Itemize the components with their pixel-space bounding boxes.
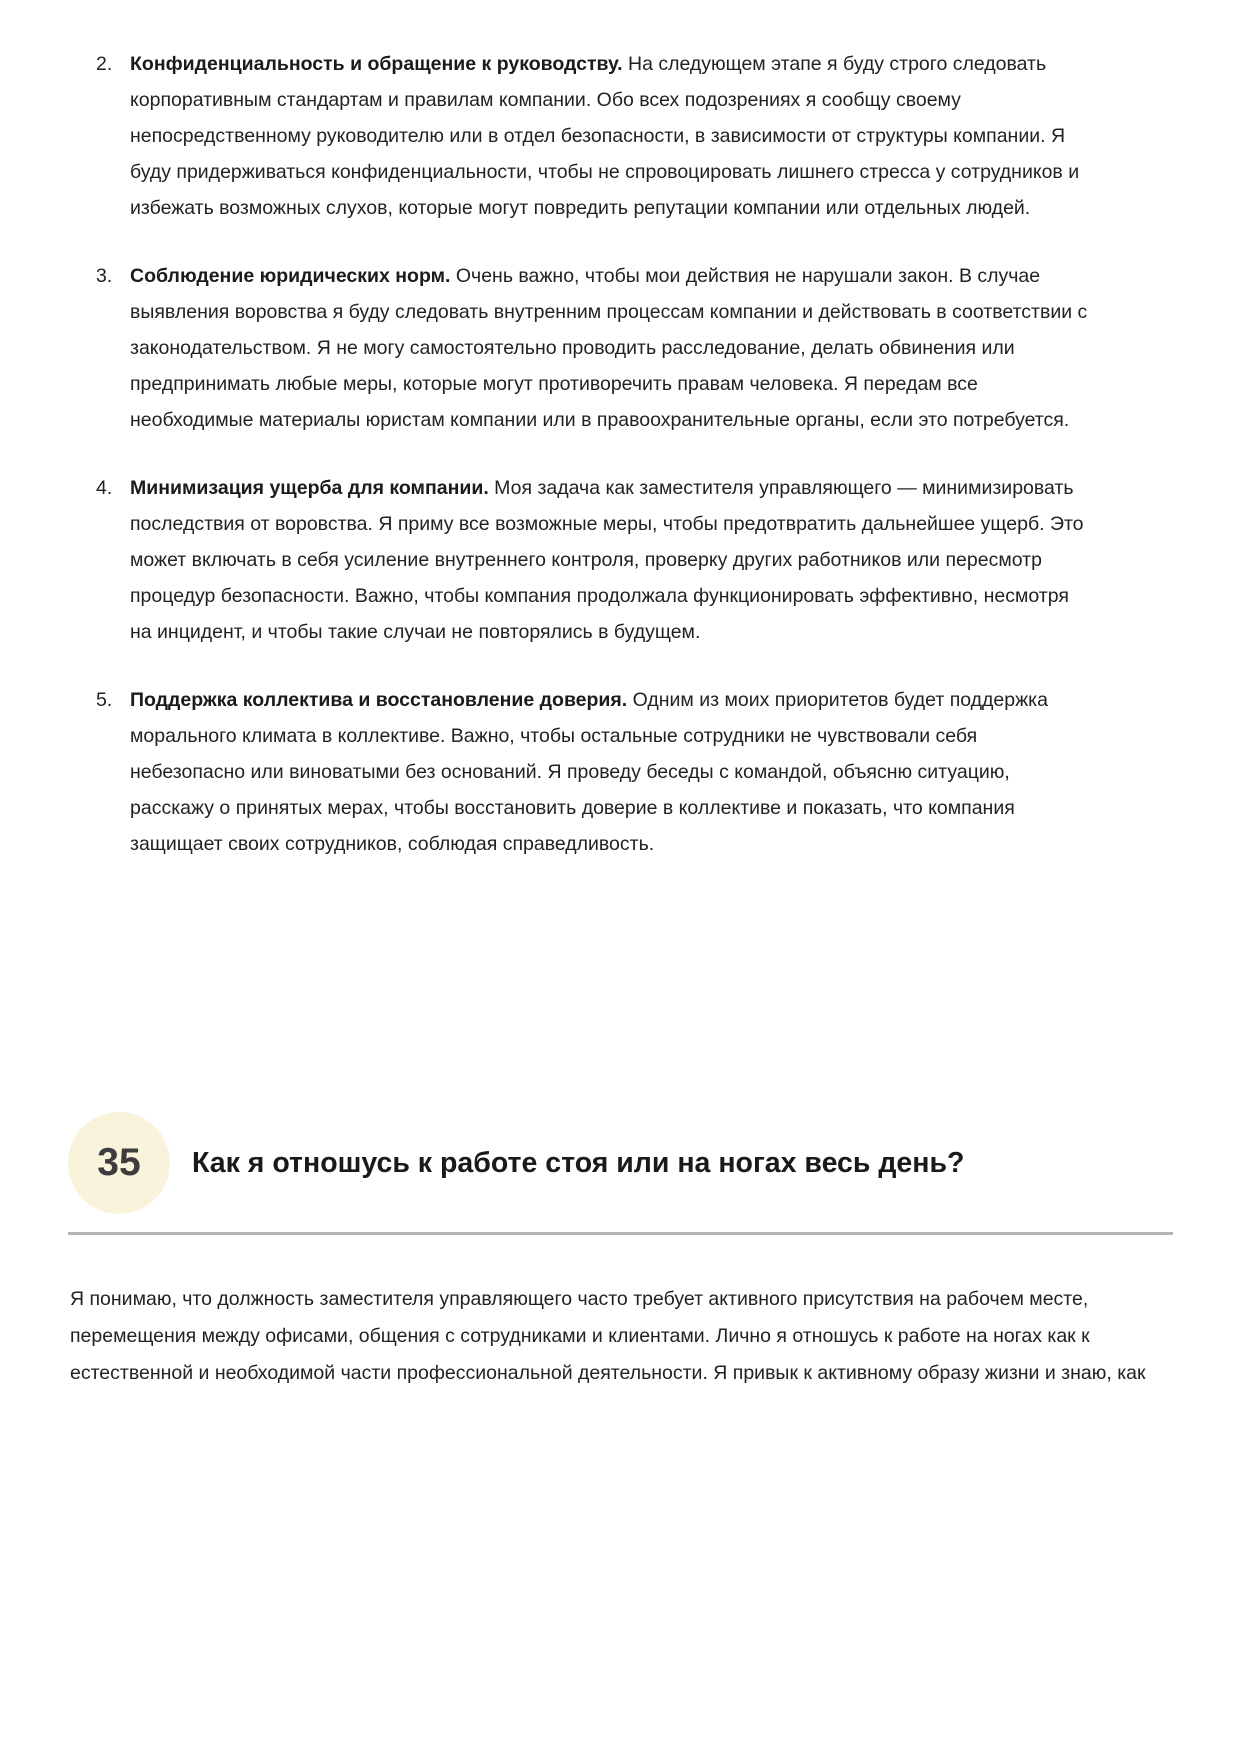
list-item-body: Очень важно, чтобы мои действия не нарушали закон. В случае выявления воровства я буду следовать внутренним процессам компании и действовать в соответствии с законодательством. Я не могу самостоятельно проводить расследование, делать обвинения или предпринимать любые меры, которые могут противоречить правам человека. Я передам все необходимые материалы юристам компании или в правоохранительные органы, если это потребуется. <box>130 265 1088 431</box>
list-item-body: На следующем этапе я буду строго следовать корпоративным стандартам и правилам компании. Обо всех подозрениях я сообщу своему непосредственному руководителю или в отдел безопасности, в зависимости от структуры компании. Я буду придерживаться конфиденциальности, чтобы не спровоцировать лишнего стресса у сотрудников и избежать возможных слухов, которые могут повредить репутации компании или отдельных людей. <box>130 53 1080 219</box>
question-header <box>68 1112 1173 1214</box>
list-item-text <box>130 258 1088 438</box>
list-item-title: Конфиденциальность и обращение к руководству. <box>130 53 623 75</box>
numbered-answer-list <box>68 46 1173 862</box>
list-item-title: Поддержка коллектива и восстановление доверия. <box>130 689 628 711</box>
list-item-title: Минимизация ущерба для компании. <box>130 477 489 499</box>
list-item-number: 5. <box>96 689 113 711</box>
answer-paragraph: Я понимаю, что должность заместителя управляющего часто требует активного присутствия на рабочем месте, перемещения между офисами, общения с сотрудниками и клиентами. Лично я отношусь к работе на ногах как к естественной и необходимой части профессиональной деятельности. Я привык к активному образу жизни и знаю, как <box>70 1288 1146 1384</box>
list-item <box>96 46 1173 226</box>
list-item <box>96 470 1173 650</box>
list-item <box>96 682 1173 862</box>
list-item-body: Моя задача как заместителя управляющего — минимизировать последствия от воровства. Я приму все возможные меры, чтобы предотвратить дальнейшее ущерб. Это может включать в себя усиление внутреннего контроля, проверку других работников или пересмотр процедур безопасности. Важно, чтобы компания продолжала функционировать эффективно, несмотря на инцидент, и чтобы такие случаи не повторялись в будущем. <box>130 477 1084 643</box>
list-item-text <box>130 46 1088 226</box>
list-item-number: 2. <box>96 53 113 75</box>
list-item-text <box>130 682 1088 862</box>
section-divider <box>68 1232 1173 1235</box>
list-item-number: 4. <box>96 477 113 499</box>
list-item-body: Одним из моих приоритетов будет поддержка морального климата в коллективе. Важно, чтобы остальные сотрудники не чувствовали себя небезопасно или виноватыми без оснований. Я проведу беседы с командой, объясню ситуацию, расскажу о принятых мерах, чтобы восстановить доверие в коллективе и показать, что компания защищает своих сотрудников, соблюдая справедливость. <box>130 689 1048 855</box>
list-item <box>96 258 1173 438</box>
question-number: 35 <box>97 1141 141 1184</box>
question-number-badge <box>68 1112 170 1214</box>
list-item-title: Соблюдение юридических норм. <box>130 265 451 287</box>
question-title: Как я отношусь к работе стоя или на ногах весь день? <box>192 1147 965 1179</box>
list-item-number: 3. <box>96 265 113 287</box>
question-section <box>68 1112 1173 1392</box>
list-item-text <box>130 470 1088 650</box>
